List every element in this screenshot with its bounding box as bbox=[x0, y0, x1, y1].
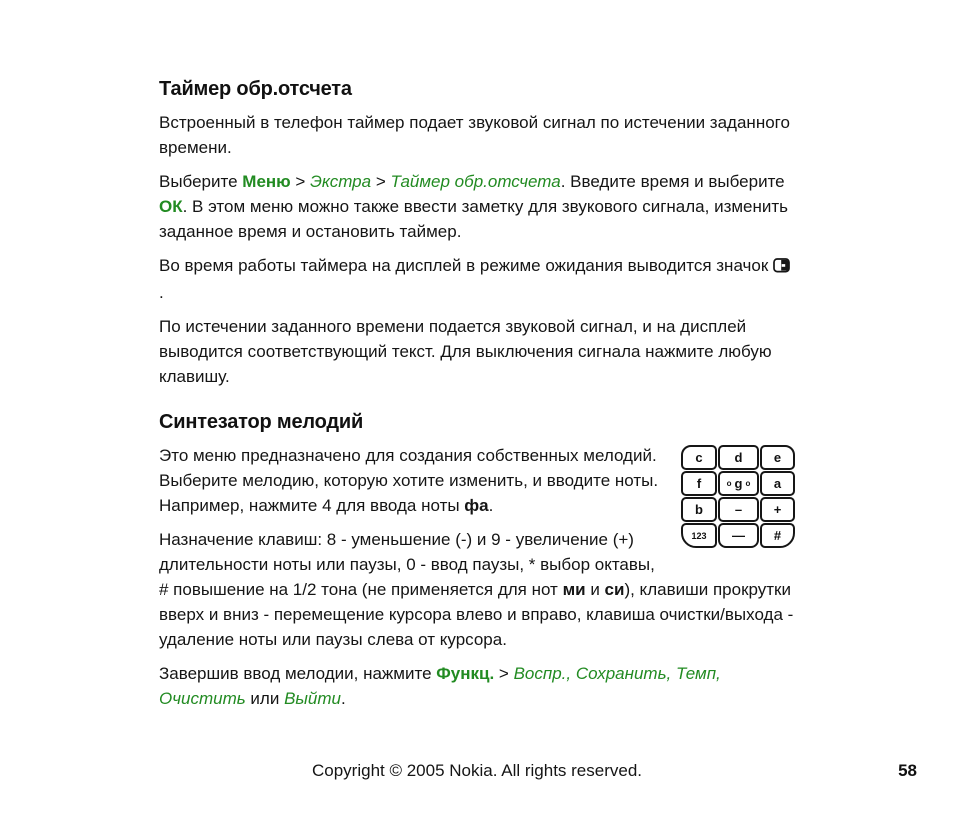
text-run: . bbox=[488, 496, 494, 515]
key-g-mark: o bbox=[726, 479, 732, 488]
countdown-timer-icon bbox=[773, 255, 790, 280]
key-label: g bbox=[734, 476, 743, 491]
paragraph-timer-intro bbox=[159, 110, 795, 160]
menu-ref-countdown-timer: Таймер обр.отсчета bbox=[390, 172, 561, 191]
composer-section-body bbox=[159, 443, 795, 711]
key-e bbox=[760, 445, 795, 470]
menu-ref-ok: ОК bbox=[159, 197, 183, 216]
text-run: > bbox=[290, 172, 311, 191]
key-c bbox=[681, 445, 717, 470]
paragraph-timer-expiry bbox=[159, 314, 795, 389]
text-run: Во время работы таймера на дисплей в режиме ожидания выводится значок bbox=[159, 256, 769, 275]
text-run: > bbox=[371, 172, 391, 191]
key-label: — bbox=[732, 528, 745, 543]
menu-ref-playback: Воспр., bbox=[513, 664, 576, 683]
menu-ref: Меню bbox=[242, 172, 291, 191]
key-label: e bbox=[773, 450, 782, 465]
text-run: ), клавиши прокрутки вверх и вниз - перемещение курсора влево и вправо, клавиша очистки/выхода - удаление ноты или паузы слева от курсора. bbox=[159, 580, 794, 649]
key-label: # bbox=[773, 528, 782, 543]
key-a bbox=[760, 471, 795, 496]
text-run: . bbox=[159, 283, 164, 302]
text-run: . bbox=[340, 689, 346, 708]
key-g-mark: o bbox=[745, 479, 751, 488]
key-label: b bbox=[695, 502, 703, 517]
page-content bbox=[159, 78, 795, 720]
key-hash bbox=[760, 523, 795, 548]
key-label: d bbox=[734, 450, 743, 465]
footer-copyright: Copyright © 2005 Nokia. All rights reserved. bbox=[311, 761, 642, 780]
text-run: Завершив ввод мелодии, нажмите bbox=[159, 664, 437, 683]
heading-countdown-timer: Таймер обр.отсчета bbox=[159, 78, 352, 100]
text-run: или bbox=[245, 689, 285, 708]
key-d bbox=[718, 445, 759, 470]
text-run: Это меню предназначено для создания собственных мелодий. Выберите мелодию, которую хотите изменить, и вводите ноты. Например, нажмите 4 для ввода ноты bbox=[159, 446, 659, 515]
menu-ref-clear: Очистить bbox=[159, 689, 246, 708]
menu-ref-extra: Экстра bbox=[310, 172, 372, 191]
text-run: Встроенный в телефон таймер подает звуковой сигнал по истечении заданного времени. bbox=[159, 113, 790, 157]
key-g bbox=[718, 471, 759, 496]
note-name: си bbox=[604, 580, 625, 599]
key-label: – bbox=[734, 502, 743, 517]
text-run: > bbox=[494, 664, 514, 683]
paragraph-composer-options bbox=[159, 661, 795, 711]
key-label: f bbox=[696, 476, 702, 491]
menu-ref-tempo: Темп, bbox=[675, 664, 721, 683]
text-run: Назначение клавиш: 8 - уменьшение (-) и 9 - увеличение (+) длительности ноты или паузы, 0 - ввод паузы, * выбор октавы, # повышение на 1/2 тона (не применяется для нот bbox=[159, 530, 655, 599]
key-123 bbox=[681, 523, 717, 548]
menu-ref-exit: Выйти bbox=[284, 689, 341, 708]
key-minus bbox=[718, 497, 759, 522]
text-run: . В этом меню можно также ввести заметку для звукового сигнала, изменить заданное время и остановить таймер. bbox=[159, 197, 789, 241]
text-run: и bbox=[585, 580, 605, 599]
paragraph-timer-menu-path bbox=[159, 169, 795, 244]
menu-ref-save: Сохранить, bbox=[575, 664, 676, 683]
keypad-illustration bbox=[681, 445, 795, 548]
key-f bbox=[681, 471, 717, 496]
key-label: a bbox=[773, 476, 782, 491]
key-b bbox=[681, 497, 717, 522]
key-label: + bbox=[773, 502, 782, 517]
footer-page-number: 58 bbox=[898, 761, 917, 780]
menu-ref-options: Функц. bbox=[436, 664, 495, 683]
text-run: . Введите время и выберите bbox=[560, 172, 785, 191]
note-name: фа bbox=[464, 496, 489, 515]
key-label: c bbox=[695, 450, 703, 465]
key-plus bbox=[760, 497, 795, 522]
heading-melody-composer: Синтезатор мелодий bbox=[159, 411, 364, 433]
key-label: 123 bbox=[691, 530, 707, 541]
key-dash bbox=[718, 523, 759, 548]
text-run: По истечении заданного времени подается звуковой сигнал, и на дисплей выводится соответствующий текст. Для выключения сигнала нажмите любую клавишу. bbox=[159, 317, 772, 386]
paragraph-timer-indicator bbox=[159, 253, 795, 305]
note-name: ми bbox=[562, 580, 586, 599]
text-run: Выберите bbox=[159, 172, 243, 191]
